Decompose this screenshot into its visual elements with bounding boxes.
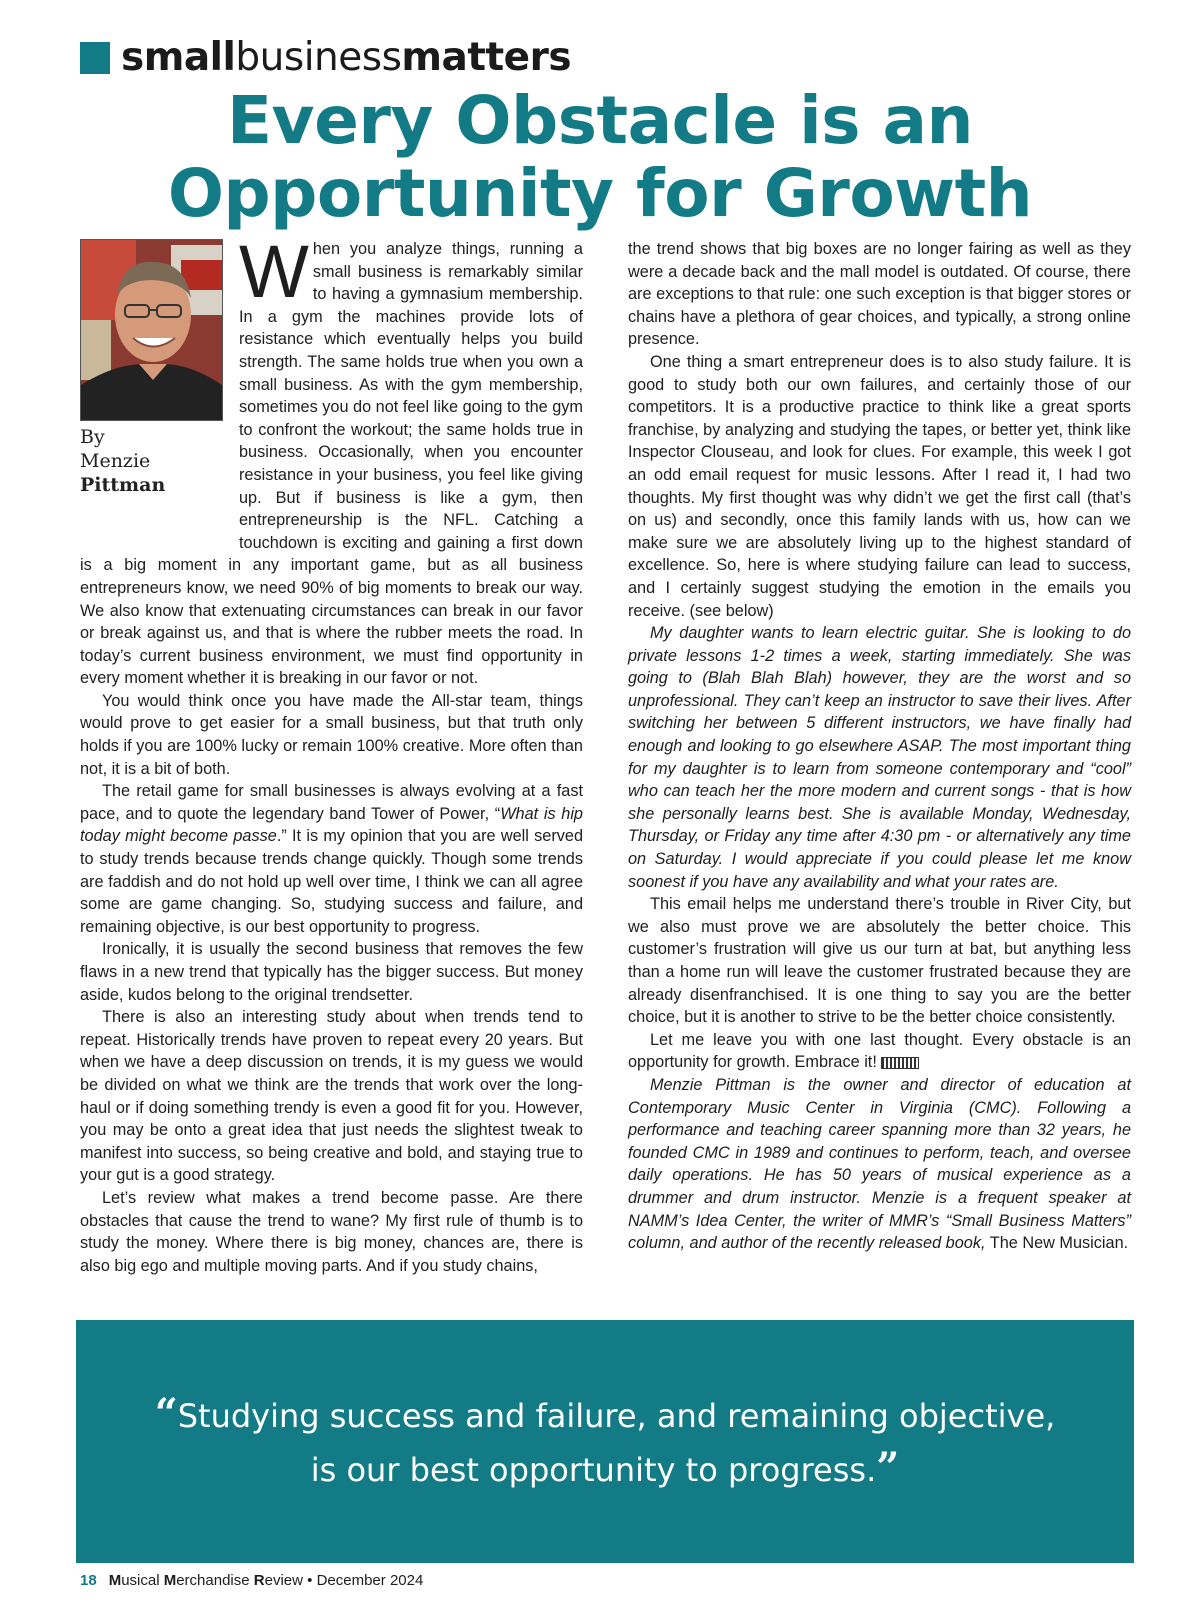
byline-last-name: Pittman [80,474,166,496]
paragraph: the trend shows that big boxes are no longer fairing as well as they were a decade back and the mall model is outdated. Of course, there are exceptions to that rule: one such exception is that bigger stores or chains have a plethora of gear choices, and typically, a strong online presence. [628,240,1131,349]
paragraph: Let me leave you with one last thought. Every obstacle is an opportunity for growth. Embrace it! [628,1030,1131,1072]
section-label: smallbusinessmatters [121,35,572,80]
paragraph: Ironically, it is usually the second business that removes the few flaws in a new trend that typically has the bigger success. But money aside, kudos belong to the original trendsetter. [80,940,583,1004]
pull-quote [76,1320,1134,1563]
end-mark-icon [881,1057,919,1069]
title-line-1: Every Obstacle is an [226,82,974,159]
paragraph: There is also an interesting study about when trends tend to repeat. Historically trends have proven to repeat every 20 years. But when we have a deep discussion on trends, it is my guess we would be divided on what we think are the trends that work over the long-haul or if doing something trendy is even a good fit for you. However, you may be onto a great idea that just needs the slightest tweak to manifest into success, so being creative and bold, and staying true to your gut is a good strategy. [80,1008,583,1185]
drop-cap: W [239,230,309,313]
paragraph: hen you analyze things, running a small business is remarkably similar to having a gymnasium membership. In a gym the machines provide lots of resistance which eventually helps you build strength. The same holds true when you own a small business. As with the gym membership, sometimes you do not feel like going to the gym to confront the workout; the same holds true in business. Occasionally, when you encounter resistance in your business, you feel like giving up. But if business is like a gym, then entrepreneurship is the NFL. Catching a touchdown is exciting and gaining a first down is a big moment in any important game, but as all business entrepreneurs know, we need 90% of big moments to break our way. We also know that extenuating circumstances can break in our favor or break against us, and that is where the rubber meets the road. In today’s current business environment, we must find opportunity in every moment whether it is breaking in our favor or not. [80,240,583,688]
close-quote-icon: ” [876,1444,900,1491]
section-header [80,35,572,80]
paragraph: This email helps me understand there’s trouble in River City, but we also must prove we are absolutely the better choice. This customer’s frustration will give us our turn at bat, but anything less than a home run will leave the customer frustrated because they are already disenfranchised. It is one thing to say you are the better choice, but it is another to strive to be the better choice consistently. [628,895,1131,1027]
section-square-icon [80,42,110,74]
open-quote-icon: “ [154,1390,178,1437]
page-footer: 18 Musical Merchandise Review • December 2024 [80,1572,424,1589]
byline-first-name: Menzie [80,450,151,472]
pull-quote-text [76,1388,1134,1496]
pull-quote-line-1: “Studying success and failure, and remaining objective, [154,1390,1056,1437]
column-right [628,238,1131,1255]
email-quote: My daughter wants to learn electric guitar. She is looking to do private lessons 1-2 times a week, starting immediately. She was going to (Blah Blah Blah) however, they are the worst and so unprofessional. They can’t keep an instructor to save their lives. After switching her between 5 different instructors, we have finally had enough and looking to go elsewhere ASAP. The most important thing for my daughter is to learn from someone contemporary and “cool” who can teach her the more modern and current songs - that is how she personally learns best. She is available Monday, Wednesday, Thursday, or Friday any time after 4:30 pm - or alternatively any time on Saturday. I would appreciate if you could please let me know soonest if you have any availability and what your rates are. [628,624,1131,891]
title-line-2: Opportunity for Growth [167,155,1033,232]
paragraph: The retail game for small businesses is always evolving at a fast pace, and to quote the legendary band Tower of Power, “What is hip today might become passe.” It is my opinion that you are well served to study trends because trends change quickly. Though some trends are faddish and do not hold up well over time, I think we can all agree some are game changing. So, studying success and failure, and remaining objective, is our best opportunity to progress. [80,782,583,936]
byline-by: By [80,426,105,448]
paragraph: One thing a smart entrepreneur does is to also study failure. It is good to study both our own failures, and certainly those of our competitors. It is a productive practice to think like a great sports franchise, by analyzing and studying the tapes, or better yet, think like Inspector Clouseau, and look for clues. For example, this week I got an odd email request for music lessons. After I read it, I had two thoughts. My first thought was why didn’t we get the first call (that’s on us) and secondly, once this family lands with us, how can we make sure we are absolutely living up to the highest standard of excellence. So, here is where studying failure can lead to success, and I certainly suggest studying the emotion in the emails you receive. (see below) [628,352,1131,620]
photo-spacer [80,238,239,533]
author-bio: Menzie Pittman is the owner and director of education at Contemporary Music Center in Virginia (CMC). Following a performance and teaching career spanning more than 32 years, he founded CMC in 1989 and continues to perform, teach, and oversee daily operations. He has 50 years of musical experience as a drummer and drum instructor. Menzie is a frequent speaker at NAMM’s Idea Center, the writer of MMR’s “Small Business Matters” column, and author of the recently released book, The New Musician. [628,1075,1131,1253]
issue-date: December 2024 [316,1572,424,1589]
article-title [0,84,1200,230]
paragraph: You would think once you have made the All-star team, things would prove to get easier for a small business, but that truth only holds if you are 100% lucky or remain 100% creative. More often than not, it is a bit of both. [80,691,583,778]
pull-quote-line-2: is our best opportunity to progress.” [310,1444,900,1491]
paragraph: Let’s review what makes a trend become passe. Are there obstacles that cause the trend to wane? My first rule of thumb is to study the money. Where there is big money, chances are, there is also big ego and multiple moving parts. And if you study chains, [80,1188,583,1275]
page-number: 18 [80,1572,97,1589]
column-left [80,230,583,1277]
